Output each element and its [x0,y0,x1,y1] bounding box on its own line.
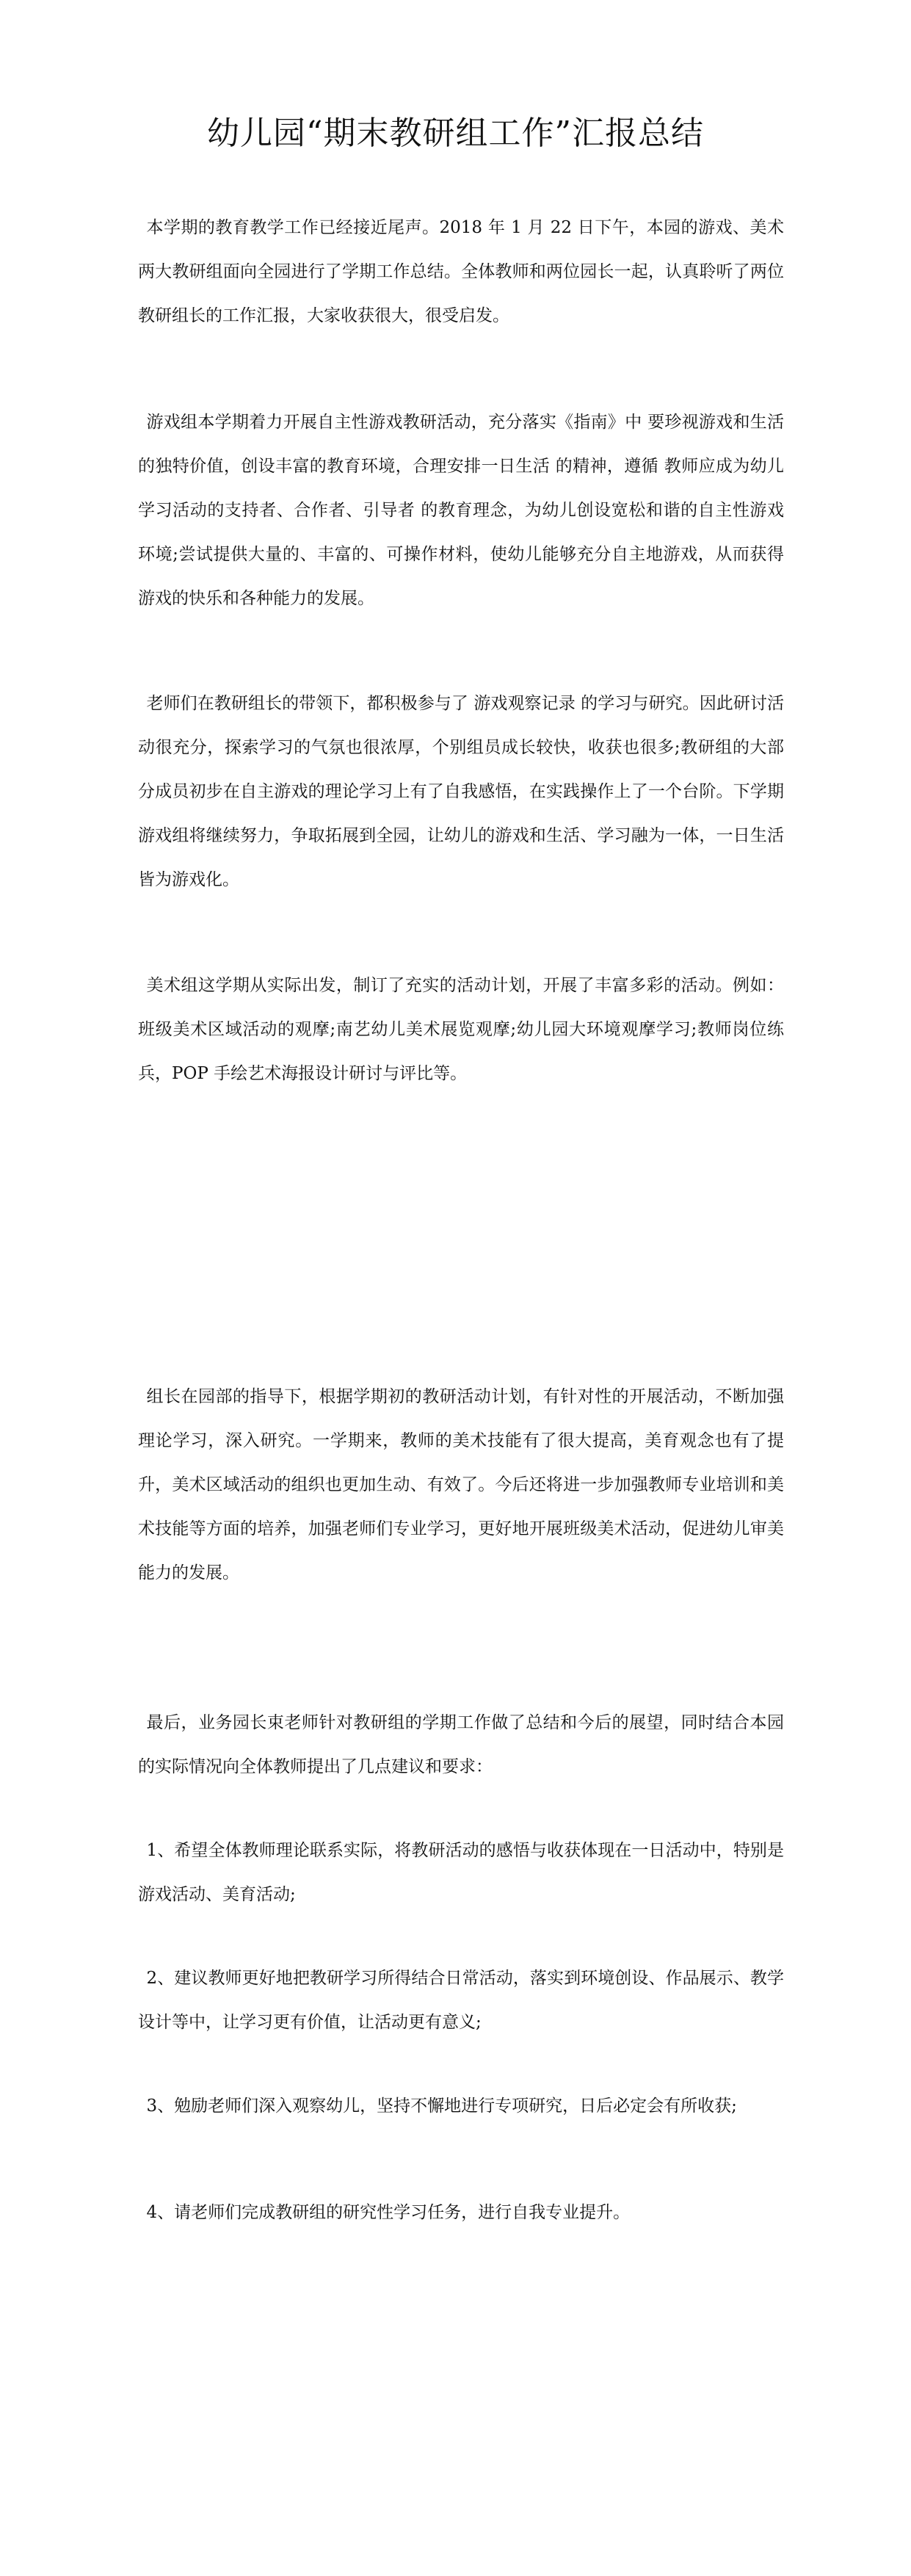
paragraph-art-group: 美术组这学期从实际出发，制订了充实的活动计划，开展了丰富多彩的活动。例如：班级美术区域活动的观摩;南艺幼儿美术展览观摩;幼儿园大环境观摩学习;教师岗位练兵，POP 手绘艺术海报设计研讨与评比等。 [138,976,784,1083]
paragraph-game-group: 游戏组本学期着力开展自主性游戏教研活动，充分落实《指南》中 要珍视游戏和生活的独特价值，创设丰富的教育环境，合理安排一日生活 的精神，遵循 教师应成为幼儿学习活动的支持者、合作者、引导者 的教育理念，为幼儿创设宽松和谐的自主性游戏环境;尝试提供大量的、丰富的、可操作材料，使幼儿能够充分自主地游戏，从而获得游戏的快乐和各种能力的发展。 [138,413,784,608]
list-item-suggestion-3: 3、勉励老师们深入观察幼儿，坚持不懈地进行专项研究，日后必定会有所收获; [146,2096,737,2116]
list-item-suggestion-2: 2、建议教师更好地把教研学习所得结合日常活动，落实到环境创设、作品展示、教学设计等中，让学习更有价值，让活动更有意义; [138,1969,784,2032]
paragraph-intro: 本学期的教育教学工作已经接近尾声。2018 年 1 月 22 日下午，本园的游戏、美术两大教研组面向全园进行了学期工作总结。全体教师和两位园长一起，认真聆听了两位教研组长的工作汇报，大家收获很大，很受启发。 [138,218,784,325]
list-item-suggestion-4: 4、请老师们完成教研组的研究性学习任务，进行自我专业提升。 [146,2203,631,2222]
paragraph-game-group-research: 老师们在教研组长的带领下，都积极参与了 游戏观察记录 的学习与研究。因此研讨活动很充分，探索学习的气氛也很浓厚，个别组员成长较快，收获也很多;教研组的大部分成员初步在自主游戏的理论学习上有了自我感悟，在实践操作上了一个台阶。下学期游戏组将继续努力，争取拓展到全园，让幼儿的游戏和生活、学习融为一体，一日生活皆为游戏化。 [138,694,784,889]
paragraph-summary: 最后，业务园长束老师针对教研组的学期工作做了总结和今后的展望，同时结合本园的实际情况向全体教师提出了几点建议和要求： [138,1713,784,1776]
list-item-suggestion-1: 1、希望全体教师理论联系实际，将教研活动的感悟与收获体现在一日活动中，特别是游戏活动、美育活动; [138,1841,784,1904]
page-title: 幼儿园“期末教研组工作”汇报总结 [207,115,704,152]
paragraph-art-group-leader: 组长在园部的指导下，根据学期初的教研活动计划，有针对性的开展活动，不断加强理论学习，深入研究。一学期来，教师的美术技能有了很大提高，美育观念也有了提升，美术区域活动的组织也更加生动、有效了。今后还将进一步加强教师专业培训和美术技能等方面的培养，加强老师们专业学习，更好地开展班级美术活动，促进幼儿审美能力的发展。 [138,1387,784,1582]
